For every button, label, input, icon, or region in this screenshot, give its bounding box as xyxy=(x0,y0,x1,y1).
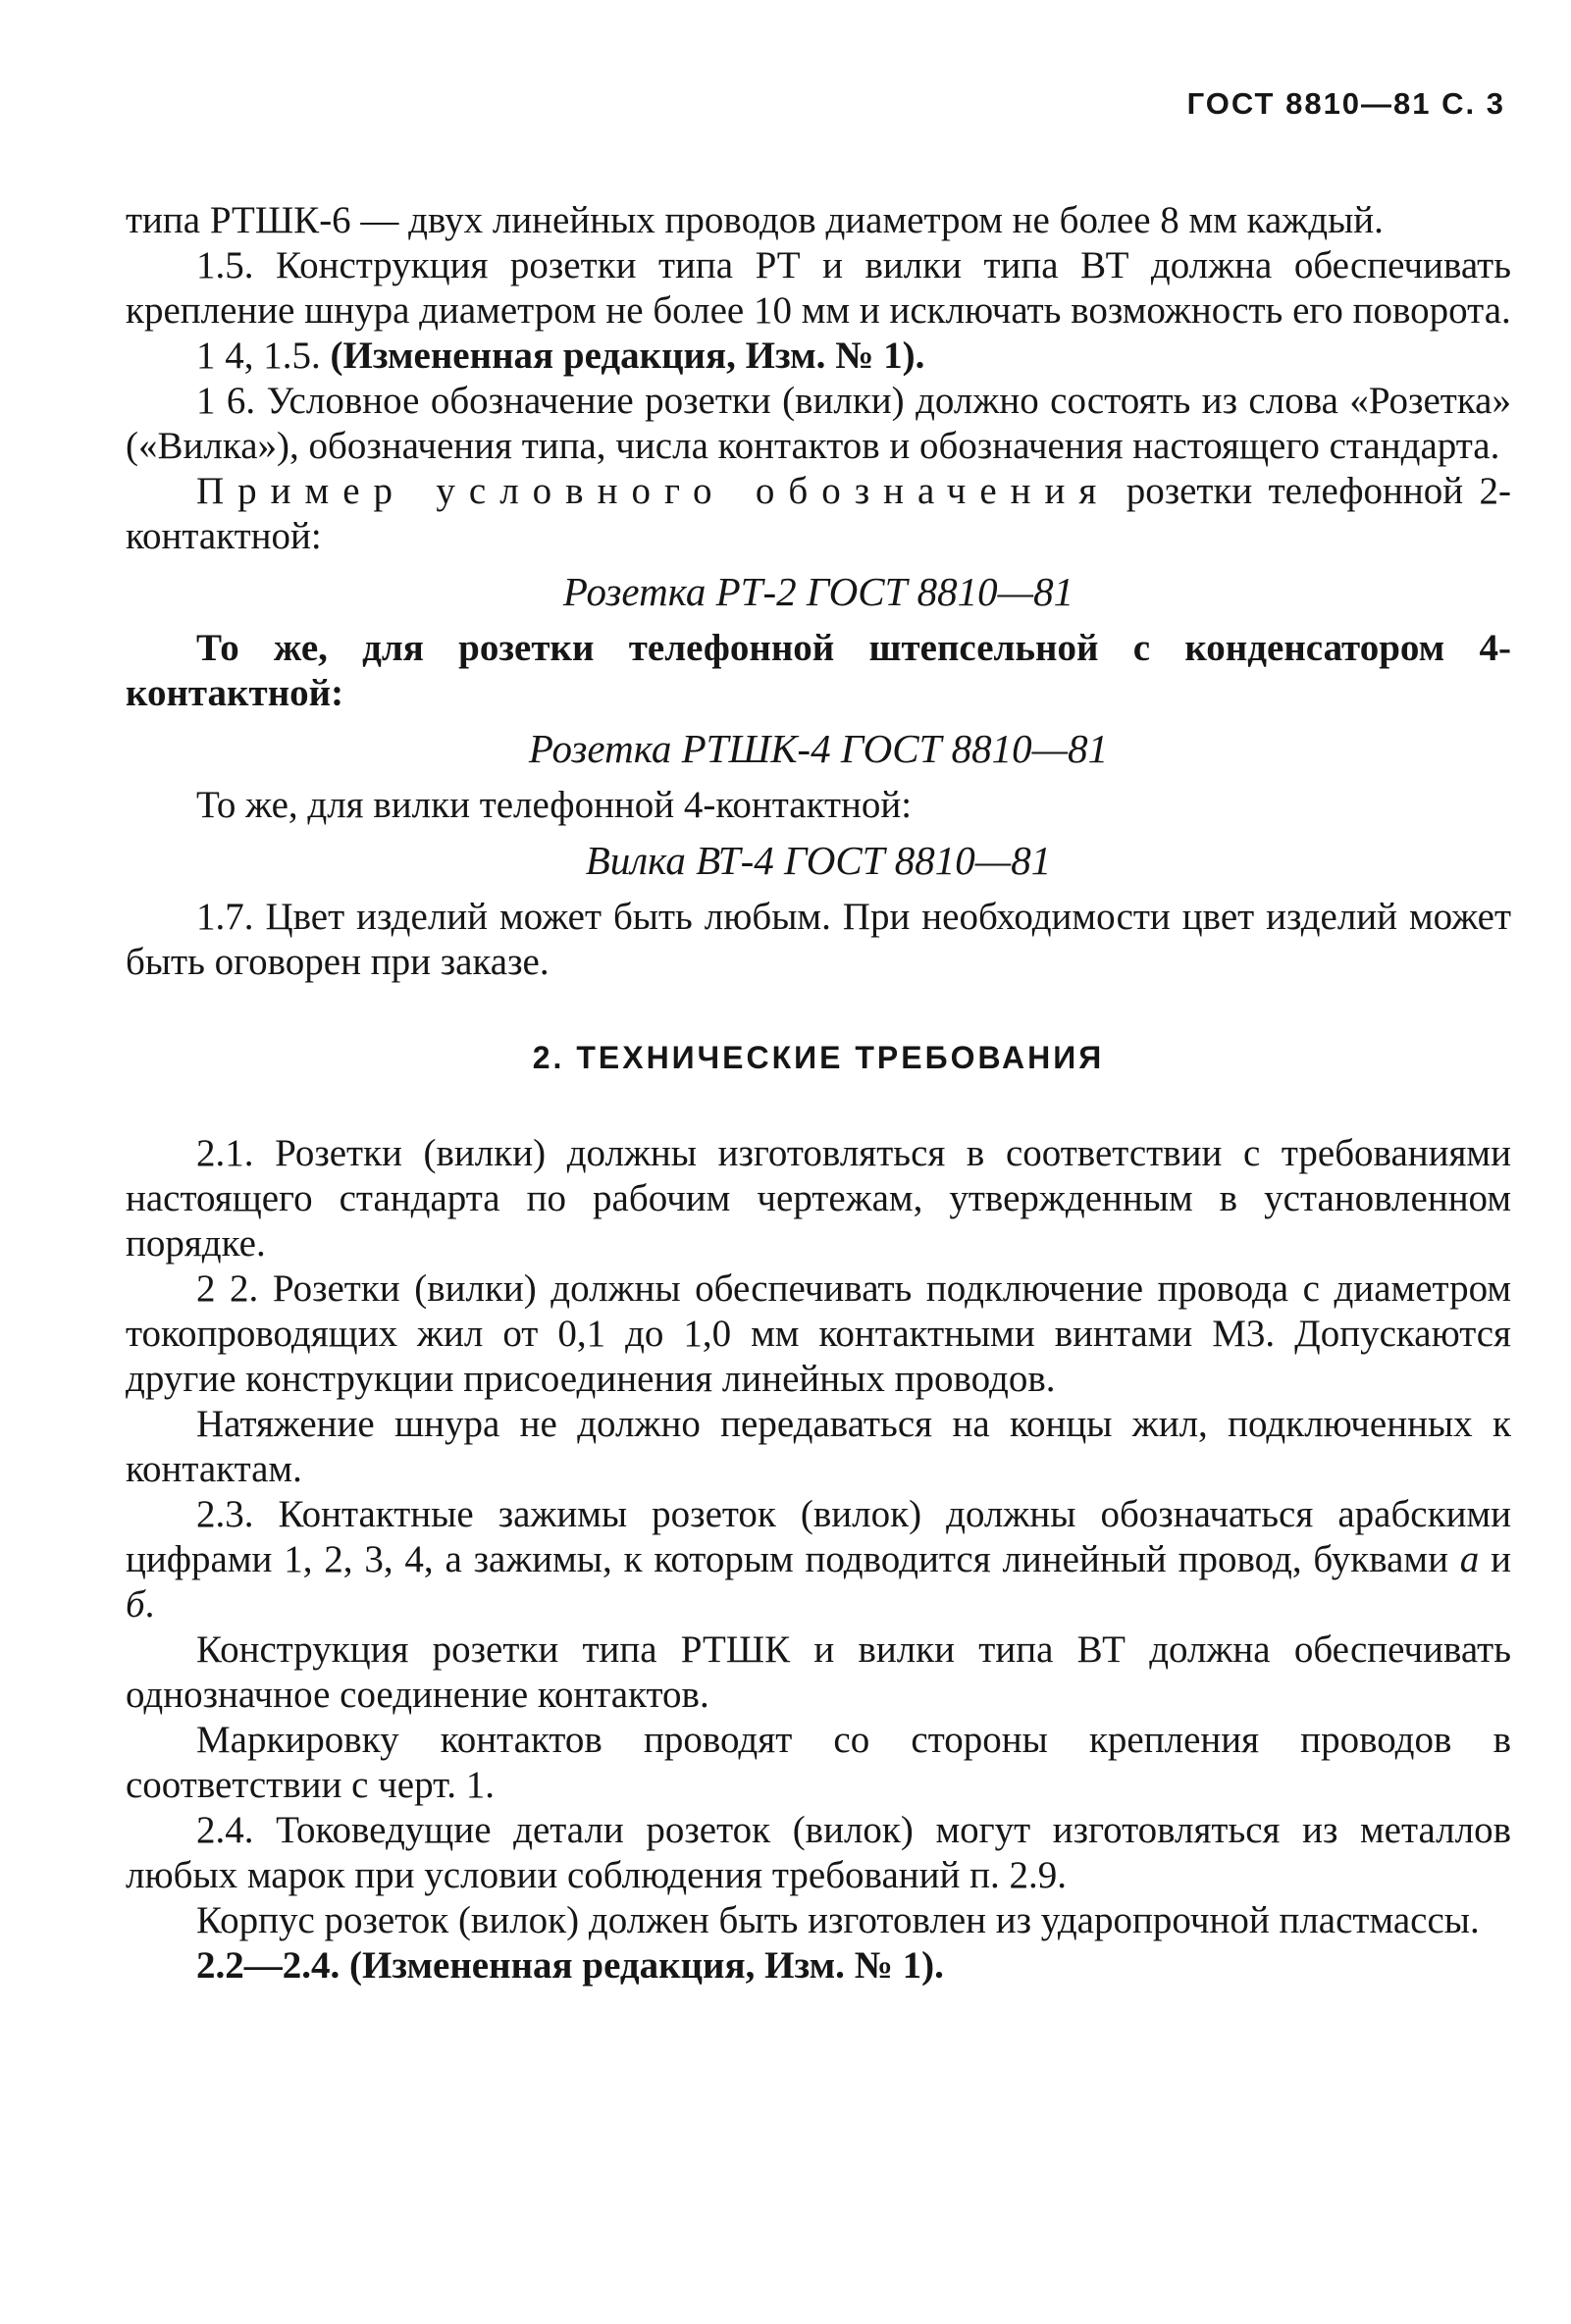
paragraph-2-2: 2 2. Розетки (вилки) должны обеспечивать подключение провода с диаметром токопроводящих жил от 0,1 до 1,0 мм контактными винтами М3. Допускаются другие конструкции присоединения линейных проводов. xyxy=(126,1267,1511,1400)
amendment-note xyxy=(126,334,1511,379)
paragraph-1-6: 1 6. Условное обозначение розетки (вилки) должно состоять из слова «Розетка» («Вилка»), обозначения типа, числа контактов и обозначения настоящего стандарта. xyxy=(126,380,1511,467)
document-page xyxy=(126,86,1511,1988)
amendment-text: (Измененная редакция, Изм. № 1). xyxy=(330,335,925,377)
paragraph-2-3 xyxy=(126,1492,1511,1627)
paragraph-marking: Маркировку контактов проводят со стороны крепления проводов в соответствии с черт. 1. xyxy=(126,1719,1511,1806)
example-designation-1: Розетка РТ-2 ГОСТ 8810—81 xyxy=(562,569,1074,614)
paragraph-housing: Корпус розеток (вилок) должен быть изготовлен из ударопрочной пластмассы. xyxy=(196,1899,1480,1941)
paragraph-1-5: 1.5. Конструкция розетки типа РТ и вилки типа ВТ должна обеспечивать крепление шнура диаметром не более 10 мм и исключать возможность его поворота. xyxy=(126,244,1511,332)
example-label: Пример условного обозначения xyxy=(196,470,1111,512)
page-header: ГОСТ 8810—81 С. 3 xyxy=(1186,86,1505,121)
letter-b: б xyxy=(126,1583,145,1626)
example-text: розетки телефонной 2-контактной: xyxy=(126,470,1511,557)
paragraph-2-4: 2.4. Токоведущие детали розеток (вилок) могут изготовляться из металлов любых марок при условии соблюдения требований п. 2.9. xyxy=(126,1809,1511,1896)
example-intro-2: То же, для розетки телефонной штепсельной с конденсатором 4-контактной: xyxy=(126,627,1511,714)
paragraph-tension: Натяжение шнура не должно передаваться на концы жил, подключенных к контактам. xyxy=(126,1403,1511,1490)
amendment-text-2: (Измененная редакция, Изм. № 1). xyxy=(349,1944,944,1987)
example-intro-3: То же, для вилки телефонной 4-контактной: xyxy=(196,784,913,826)
example-intro xyxy=(126,469,1511,559)
paragraph-2-1: 2.1. Розетки (вилки) должны изготовляться в соответствии с требованиями настоящего стандарта по рабочим чертежам, утвержденным в установленном порядке. xyxy=(126,1132,1511,1265)
example-designation-2: Розетка РТШК-4 ГОСТ 8810—81 xyxy=(528,726,1109,771)
letter-a: а xyxy=(1459,1538,1480,1580)
paragraph-design: Конструкция розетки типа РТШК и вилки типа ВТ должна обеспечивать однозначное соединение контактов. xyxy=(126,1628,1511,1716)
section-title: 2. ТЕХНИЧЕСКИЕ ТРЕБОВАНИЯ xyxy=(532,1040,1105,1075)
paragraph-1-7: 1.7. Цвет изделий может быть любым. При необходимости цвет изделий может быть оговорен при заказе. xyxy=(126,896,1511,983)
amendment-note-2 xyxy=(126,1943,1511,1988)
paragraph-2-3-text: 2.3. Контактные зажимы розеток (вилок) должны обозначаться арабскими цифрами 1, 2, 3, 4, а зажимы, к которым подводится линейный провод, буквами xyxy=(126,1493,1511,1580)
amendment-ref-2: 2.2—2.4. xyxy=(196,1944,349,1987)
amendment-ref: 1 4, 1.5. xyxy=(196,335,331,377)
conjunction: и xyxy=(1479,1538,1511,1580)
paragraph: типа РТШК-6 — двух линейных проводов диаметром не более 8 мм каждый. xyxy=(126,199,1384,241)
period: . xyxy=(144,1583,155,1626)
example-designation-3: Вилка ВТ-4 ГОСТ 8810—81 xyxy=(585,838,1052,883)
